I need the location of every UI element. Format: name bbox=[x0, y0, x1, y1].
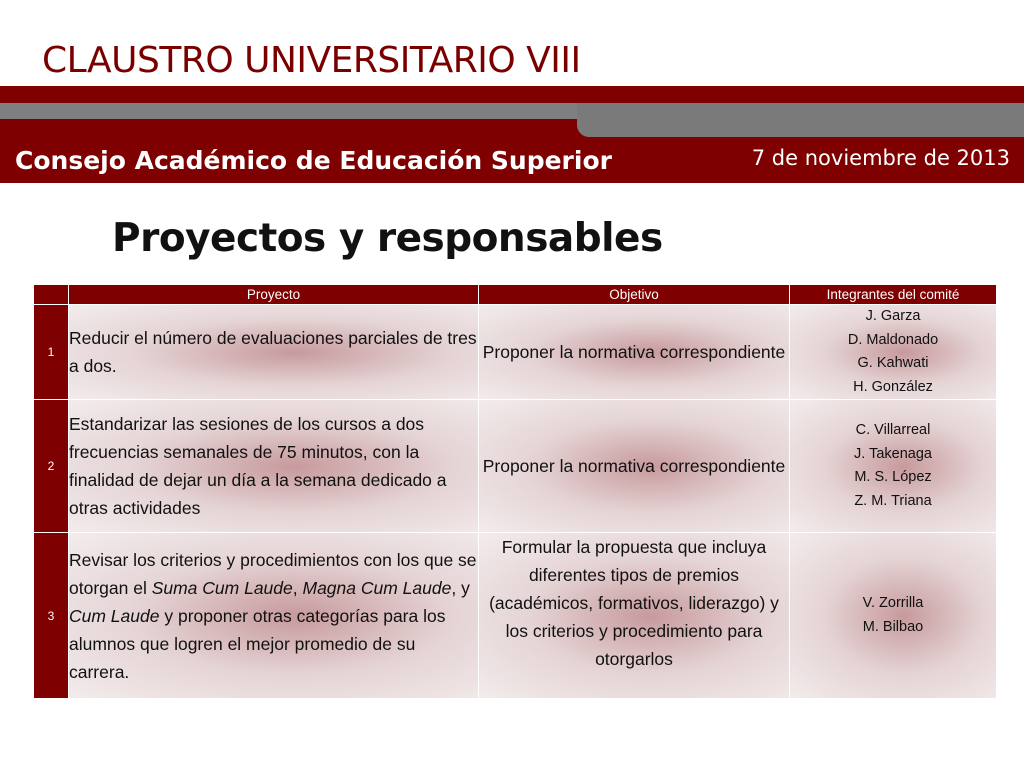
italic-term: Suma Cum Laude bbox=[151, 577, 293, 598]
member-name: C. Villarreal bbox=[855, 422, 931, 438]
member-name: M. S. López bbox=[854, 469, 932, 485]
table-header-row bbox=[34, 285, 997, 305]
row-number: 1 bbox=[34, 305, 69, 400]
member-name: M. Bilbao bbox=[862, 618, 924, 635]
table-row bbox=[34, 305, 997, 400]
table-row bbox=[34, 533, 997, 699]
header-subtitle: Consejo Académico de Educación Superior bbox=[15, 146, 612, 175]
italic-term: Magna Cum Laude bbox=[302, 577, 452, 598]
committee-members bbox=[790, 400, 997, 533]
header-date: 7 de noviembre de 2013 bbox=[751, 146, 1010, 170]
text-run: , y bbox=[451, 577, 470, 598]
member-name: D. Maldonado bbox=[847, 331, 939, 348]
text-run: Revisar los criterios y procedimientos con los que se otorgan el bbox=[69, 549, 477, 598]
text-run: , bbox=[292, 577, 303, 598]
text-run: y proponer otras categorías para los alumnos que logren el mejor promedio de su carrera. bbox=[69, 605, 446, 682]
member-name: Z. M. Triana bbox=[854, 492, 932, 509]
committee-members bbox=[790, 533, 997, 699]
table-row bbox=[34, 400, 997, 533]
objective: Formular la propuesta que incluya diferentes tipos de premios (académicos, formativos, liderazgo) y los criterios y procedimiento para otorgarlos bbox=[479, 533, 790, 699]
row-number: 2 bbox=[34, 400, 69, 533]
objective: Proponer la normativa correspondiente bbox=[479, 305, 790, 400]
page-title: CLAUSTRO UNIVERSITARIO VIII bbox=[42, 40, 581, 81]
project-description: Estandarizar las sesiones de los cursos a dos frecuencias semanales de 75 minutos, con la finalidad de dejar un día a la semana dedicado a otras actividades bbox=[69, 400, 479, 533]
header-proyecto: Proyecto bbox=[69, 285, 479, 305]
header-band-top bbox=[0, 86, 1024, 103]
header-gray-tab bbox=[577, 103, 1024, 137]
header-objetivo: Objetivo bbox=[479, 285, 790, 305]
project-description bbox=[69, 533, 479, 699]
member-name: H. González bbox=[853, 378, 933, 395]
member-name: J. Takenaga bbox=[854, 445, 932, 462]
member-name: J. Garza bbox=[865, 308, 921, 324]
project-description: Reducir el número de evaluaciones parciales de tres a dos. bbox=[69, 305, 479, 400]
row-number: 3 bbox=[34, 533, 69, 699]
section-title: Proyectos y responsables bbox=[112, 216, 663, 261]
header-num-cell bbox=[34, 285, 69, 305]
objective: Proponer la normativa correspondiente bbox=[479, 400, 790, 533]
projects-table bbox=[33, 284, 997, 699]
italic-term: Cum Laude bbox=[69, 605, 160, 626]
header-integrantes: Integrantes del comité bbox=[790, 285, 997, 305]
member-name: V. Zorrilla bbox=[862, 595, 924, 611]
member-name: G. Kahwati bbox=[857, 355, 929, 371]
committee-members bbox=[790, 305, 997, 400]
